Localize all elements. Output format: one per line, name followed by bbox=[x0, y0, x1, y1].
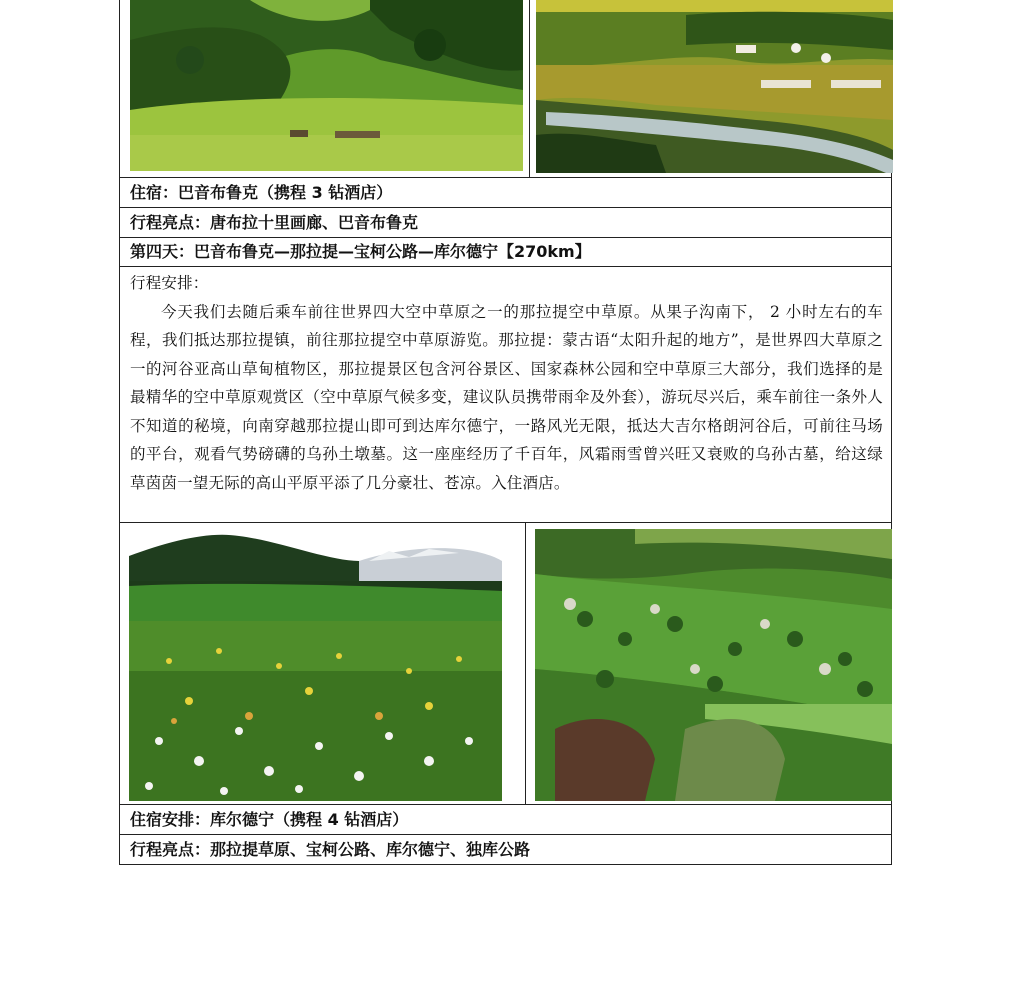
valley-meadow-photo bbox=[130, 0, 523, 171]
photo-divider bbox=[525, 523, 526, 804]
photo-row-day4 bbox=[119, 522, 892, 805]
wildflower-meadow-photo bbox=[129, 531, 502, 801]
day4-accommodation: 住宿安排：库尔德宁（携程 4 钻酒店） bbox=[119, 805, 892, 835]
day4-schedule bbox=[119, 266, 892, 522]
day3-highlights: 行程亮点：唐布拉十里画廊、巴音布鲁克 bbox=[119, 208, 892, 238]
river-village-photo bbox=[536, 0, 893, 173]
schedule-paragraph: 今天我们去随后乘车前往世界四大空中草原之一的那拉提空中草原。从果子沟南下， 2 小时左右的车程，我们抵达那拉提镇，前往那拉提空中草原游览。那拉提：蒙古语“太阳升起的地方”，是世界四大草原之一的河谷亚高山草甸植物区，那拉提景区包含河谷景区、国家森林公园和空中草原三大部分，我们选择的是最精华的空中草原观赏区（空中草原气候多变，建议队员携带雨伞及外套），游玩尽兴后，乘车前往一条外人不知道的秘境，向南穿越那拉提山即可到达库尔德宁，一路风光无限，抵达大吉尔格朗河谷后，可前往马场的平台，观看气势磅礴的乌孙土墩墓。这一座座经历了千百年，风霜雨雪曾兴旺又衰败的乌孙古墓，给这绿草茵茵一望无际的高山平原平添了几分豪壮、苍凉。入住酒店。 bbox=[130, 302, 883, 492]
photo-divider bbox=[529, 0, 530, 177]
grassland-hills-photo bbox=[535, 529, 892, 801]
photo-row-day3 bbox=[119, 0, 892, 178]
day4-highlights: 行程亮点：那拉提草原、宝柯公路、库尔德宁、独库公路 bbox=[119, 835, 892, 865]
day4-title: 第四天：巴音布鲁克—那拉提—宝柯公路—库尔德宁【270km】 bbox=[119, 237, 892, 267]
day3-accommodation: 住宿：巴音布鲁克（携程 3 钻酒店） bbox=[119, 178, 892, 208]
schedule-label: 行程安排： bbox=[130, 274, 209, 292]
